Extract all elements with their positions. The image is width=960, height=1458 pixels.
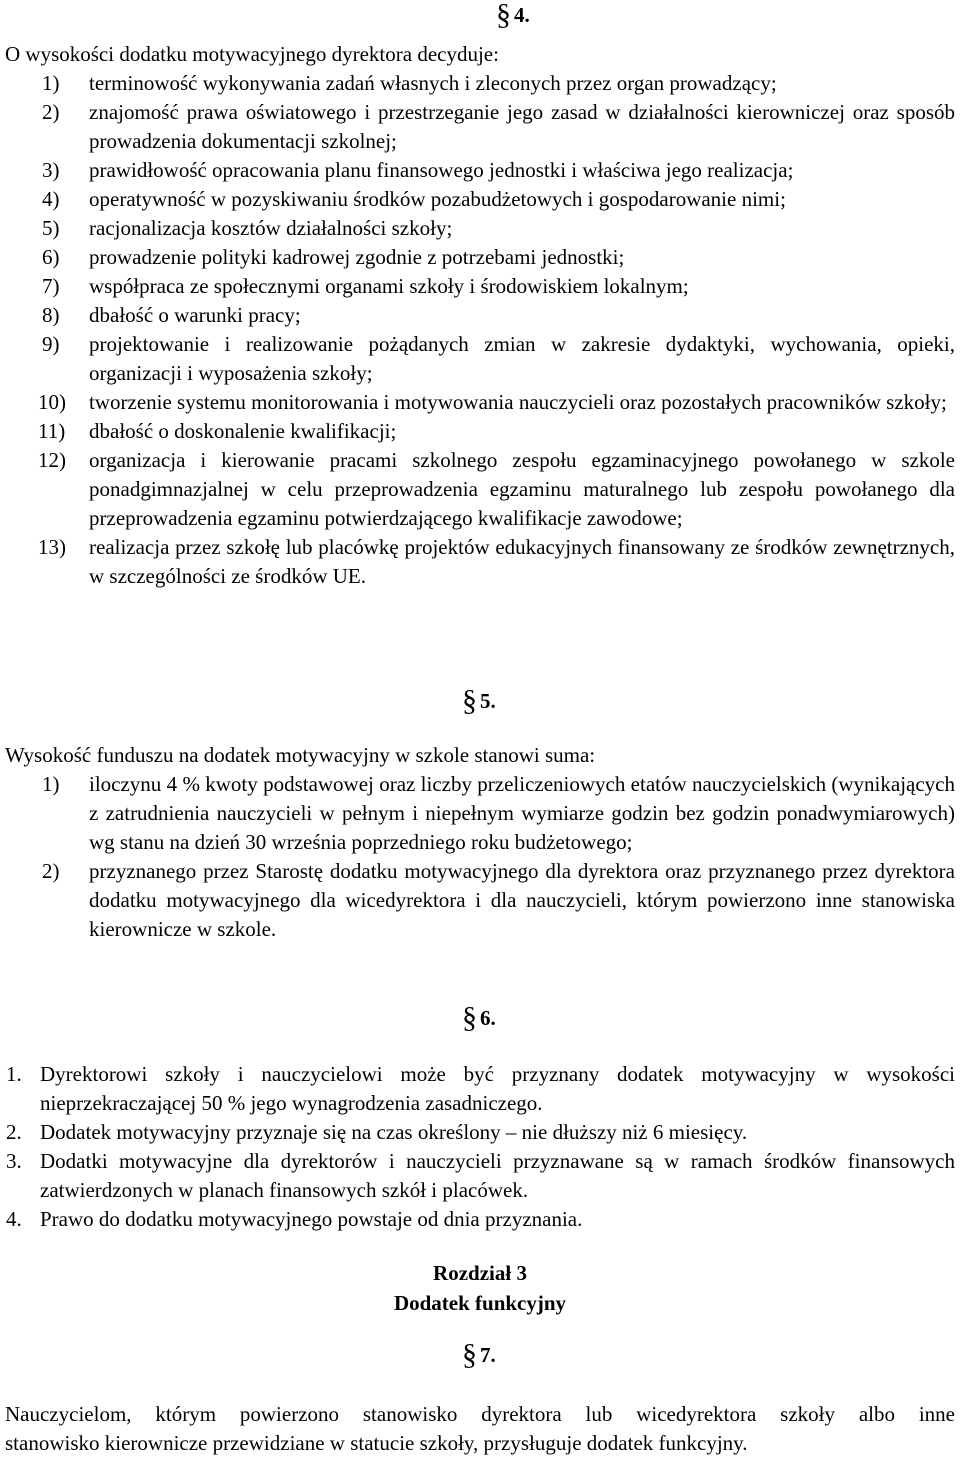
- item-number: 2): [42, 859, 60, 883]
- list-item: [0, 214, 955, 243]
- section-sign: §: [462, 684, 477, 717]
- item-number: 9): [42, 332, 60, 356]
- item-number: 12): [38, 448, 66, 472]
- item-text: prawidłowość opracowania planu finansowego jednostki i właściwa jego realizacja;: [89, 158, 794, 182]
- item-number: 13): [38, 535, 66, 559]
- item-text: organizacja i kierowanie pracami szkolnego zespołu egzaminacyjnego powołanego w szkole ponadgimnazjalnej w celu przeprowadzenia egzaminu maturalnego lub zespołu powołanego dla przeprowadzenia egzaminu potwierdzającego kwalifikacje zawodowe;: [89, 448, 955, 530]
- list-item: [0, 1205, 955, 1234]
- list-item: [0, 98, 955, 156]
- chapter-title: Rozdział 3: [433, 1261, 527, 1285]
- item-number: 1): [42, 772, 60, 796]
- item-number: 5): [42, 216, 60, 240]
- list-item: [0, 156, 955, 185]
- list-item: [0, 301, 955, 330]
- item-number: 3.: [6, 1149, 22, 1173]
- section-number: 6.: [480, 1006, 496, 1030]
- item-number: 8): [42, 303, 60, 327]
- section-number: 5.: [480, 689, 496, 713]
- item-text: realizacja przez szkołę lub placówkę projektów edukacyjnych finansowany ze środków zewnętrznych, w szczególności ze środków UE.: [89, 535, 955, 588]
- item-text: racjonalizacja kosztów działalności szkoły;: [89, 216, 453, 240]
- item-number: 4.: [6, 1207, 22, 1231]
- item-text: znajomość prawa oświatowego i przestrzeganie jego zasad w działalności kierowniczej oraz sposób prowadzenia dokumentacji szkolnej;: [89, 100, 955, 153]
- list-item: [0, 330, 955, 388]
- section-4-intro: O wysokości dodatku motywacyjnego dyrektora decyduje:: [5, 42, 499, 66]
- section-heading-7: [462, 1338, 496, 1371]
- list-item: [0, 1147, 955, 1205]
- section-sign: §: [496, 0, 511, 31]
- list-item: [0, 1060, 955, 1118]
- item-text: terminowość wykonywania zadań własnych i zleconych przez organ prowadzący;: [89, 71, 777, 95]
- item-number: 6): [42, 245, 60, 269]
- item-number: 7): [42, 274, 60, 298]
- section-5-list: [0, 770, 955, 944]
- item-number: 10): [38, 390, 66, 414]
- list-item: [0, 533, 955, 591]
- item-number: 3): [42, 158, 60, 182]
- list-item: [0, 272, 955, 301]
- item-text: Dodatek motywacyjny przyznaje się na czas określony – nie dłuższy niż 6 miesięcy.: [40, 1120, 748, 1144]
- item-text: Prawo do dodatku motywacyjnego powstaje od dnia przyznania.: [40, 1207, 583, 1231]
- section-6-list: [0, 1060, 955, 1234]
- section-5-intro: Wysokość funduszu na dodatek motywacyjny w szkole stanowi suma:: [5, 743, 596, 767]
- list-item: [0, 69, 955, 98]
- section-heading-6: [462, 1001, 496, 1034]
- list-item: [0, 388, 955, 417]
- item-number: 1): [42, 71, 60, 95]
- list-item: [0, 857, 955, 944]
- item-text: iloczynu 4 % kwoty podstawowej oraz liczby przeliczeniowych etatów nauczycielskich (wynikających z zatrudnienia nauczycieli w pełnym i niepełnym wymiarze godzin bez godzin ponadwymiarowych) wg stanu na dzień 30 września poprzedniego roku budżetowego;: [89, 772, 955, 854]
- item-number: 11): [38, 419, 66, 443]
- list-item: [0, 185, 955, 214]
- item-number: 4): [42, 187, 60, 211]
- list-item: [0, 770, 955, 857]
- section-number: 4.: [514, 3, 530, 27]
- section-heading-5: [462, 684, 496, 717]
- list-item: [0, 243, 955, 272]
- list-item: [0, 417, 955, 446]
- section-7-text-line-2: stanowisko kierownicze przewidziane w statucie szkoły, przysługuje dodatek funkcyjny.: [5, 1431, 748, 1455]
- item-text: Dyrektorowi szkoły i nauczycielowi może być przyznany dodatek motywacyjny w wysokości nieprzekraczającej 50 % jego wynagrodzenia zasadniczego.: [40, 1062, 955, 1115]
- item-number: 2): [42, 100, 60, 124]
- section-4-list: [0, 69, 955, 591]
- item-text: dbałość o warunki pracy;: [89, 303, 301, 327]
- item-number: 1.: [6, 1062, 22, 1086]
- section-heading-4: [496, 0, 530, 31]
- section-7-text-line-1: Nauczycielom, którym powierzono stanowisko dyrektora lub wicedyrektora szkoły albo inne: [5, 1402, 955, 1426]
- item-text: tworzenie systemu monitorowania i motywowania nauczycieli oraz pozostałych pracowników szkoły;: [89, 390, 947, 414]
- section-sign: §: [462, 1338, 477, 1371]
- item-number: 2.: [6, 1120, 22, 1144]
- item-text: Dodatki motywacyjne dla dyrektorów i nauczycieli przyznawane są w ramach środków finansowych zatwierdzonych w planach finansowych szkół i placówek.: [40, 1149, 955, 1202]
- list-item: [0, 1118, 955, 1147]
- chapter-subtitle: Dodatek funkcyjny: [393, 1291, 567, 1315]
- item-text: projektowanie i realizowanie pożądanych zmian w zakresie dydaktyki, wychowania, opieki, organizacji i wyposażenia szkoły;: [89, 332, 955, 385]
- item-text: operatywność w pozyskiwaniu środków pozabudżetowych i gospodarowanie nimi;: [89, 187, 786, 211]
- section-sign: §: [462, 1001, 477, 1034]
- item-text: współpraca ze społecznymi organami szkoły i środowiskiem lokalnym;: [89, 274, 689, 298]
- list-item: [0, 446, 955, 533]
- section-number: 7.: [480, 1343, 496, 1367]
- item-text: dbałość o doskonalenie kwalifikacji;: [89, 419, 397, 443]
- item-text: przyznanego przez Starostę dodatku motywacyjnego dla dyrektora oraz przyznanego przez dyrektora dodatku motywacyjnego dla wicedyrektora i dla nauczycieli, którym powierzono inne stanowiska kierownicze w szkole.: [89, 859, 955, 941]
- item-text: prowadzenie polityki kadrowej zgodnie z potrzebami jednostki;: [89, 245, 625, 269]
